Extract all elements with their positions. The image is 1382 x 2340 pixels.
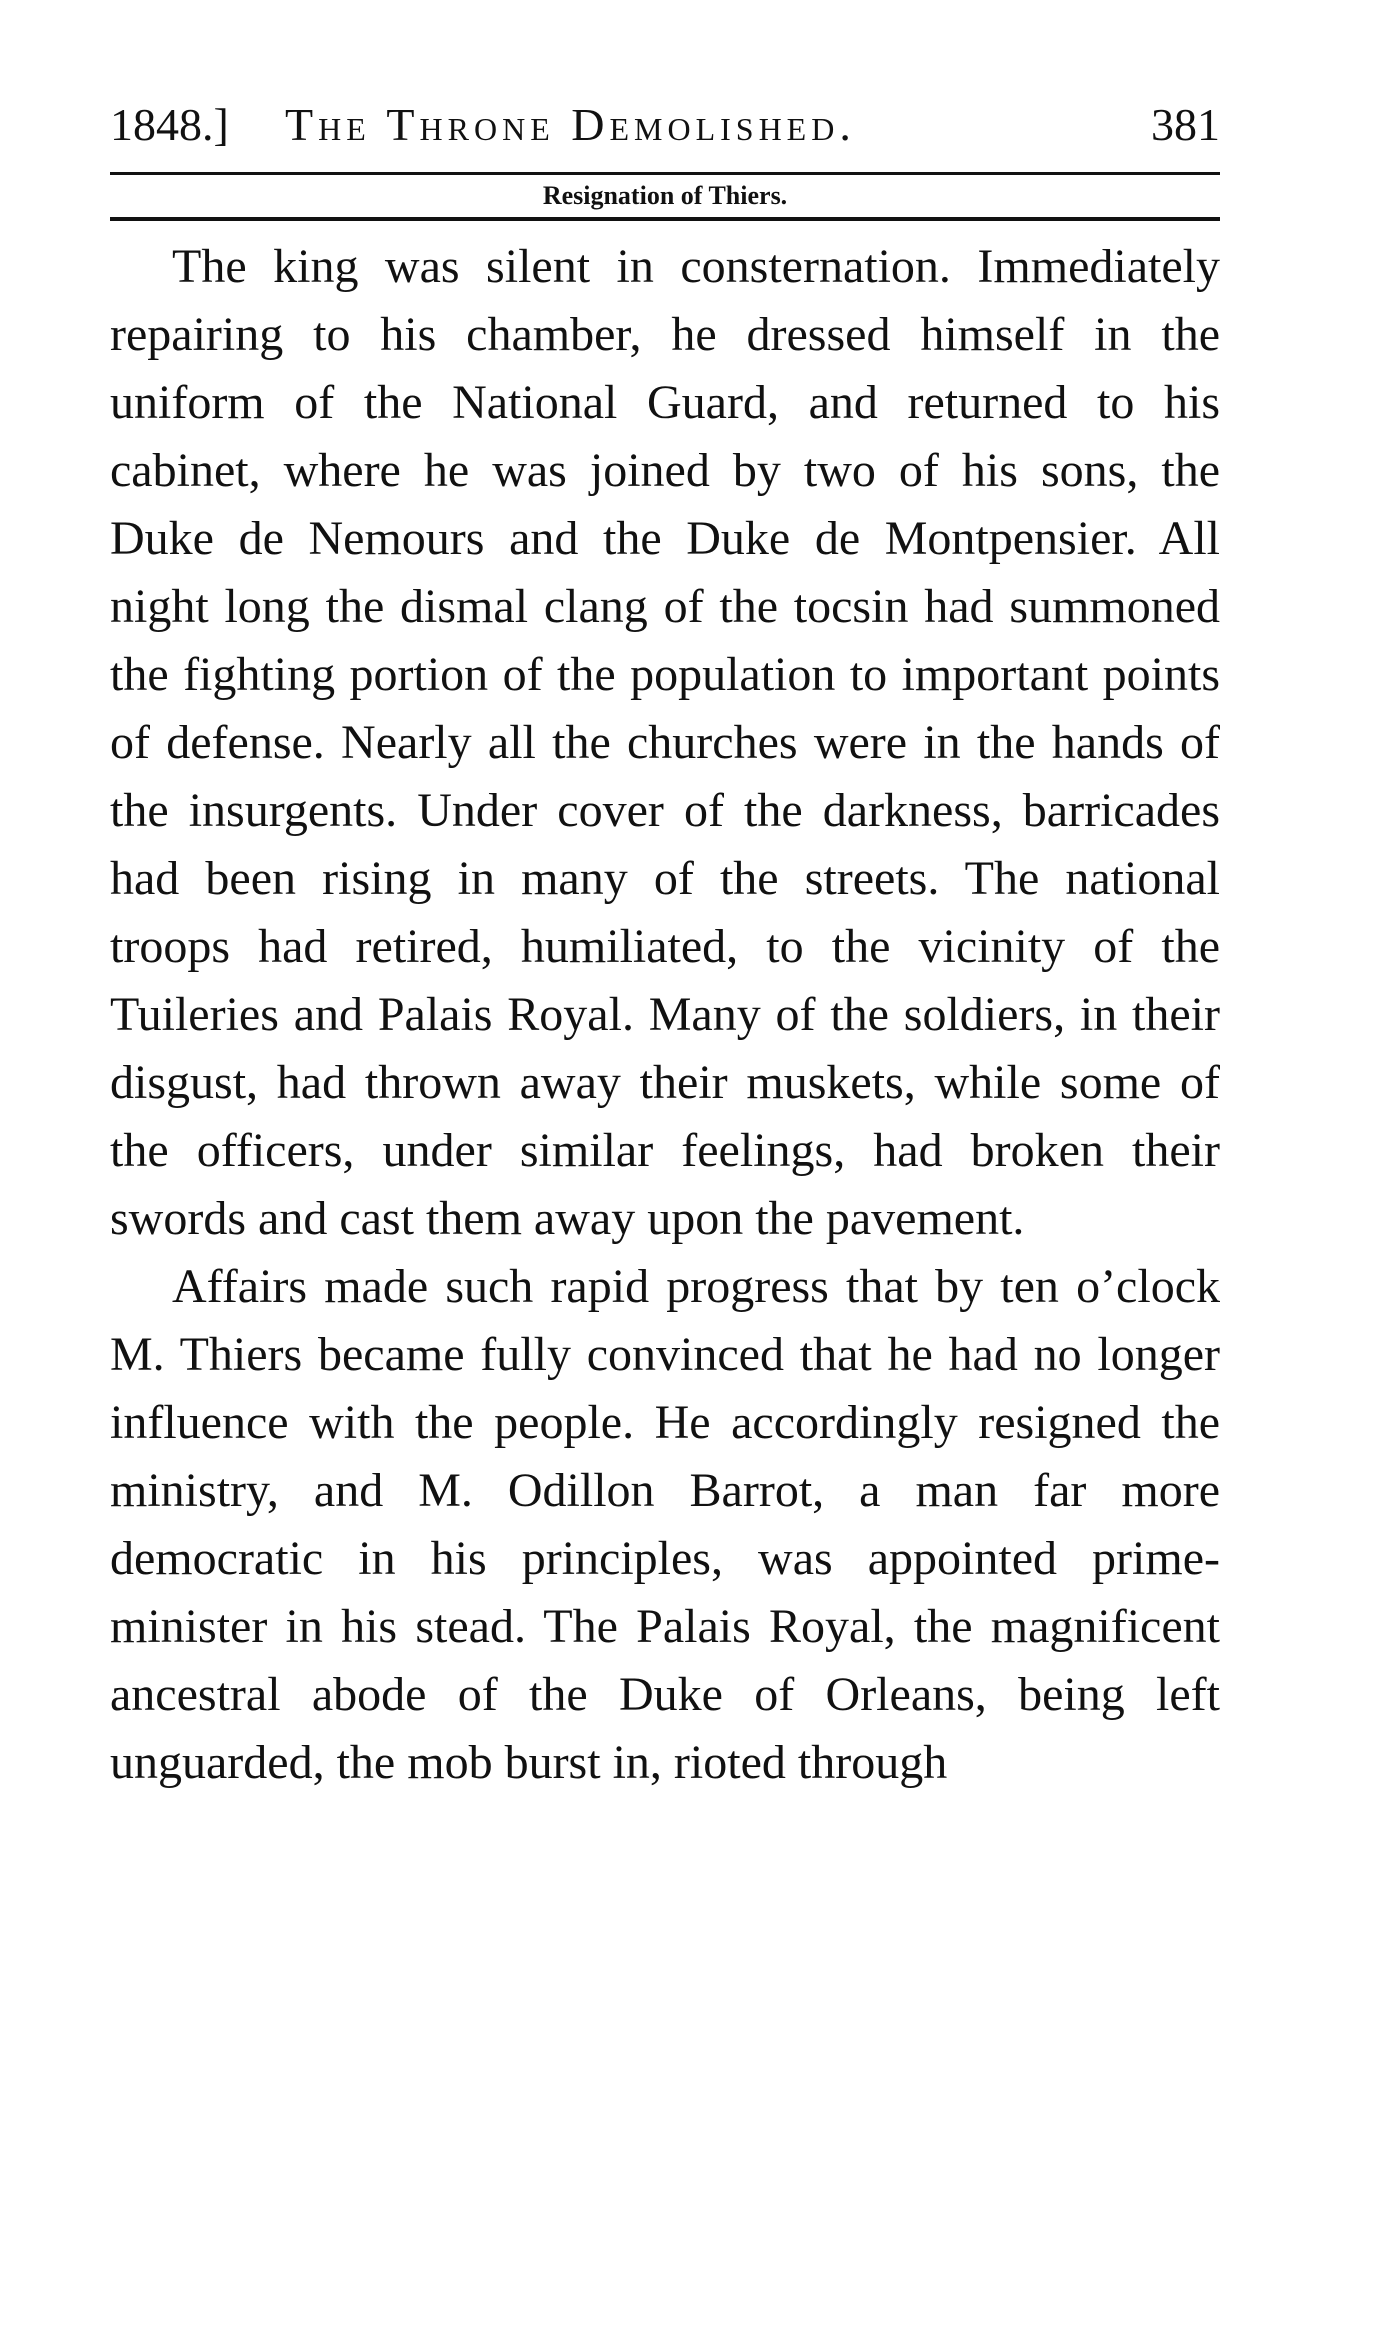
running-head (110, 90, 1220, 160)
header-rule-bottom (110, 217, 1220, 221)
running-head-title: The Throne Demolished. (285, 99, 856, 150)
paragraph: The king was silent in consternation. Immediately repairing to his chamber, he dressed himself in the uniform of the National Guard, and returned to his cabinet, where he was joined by two of his sons, the Duke de Nemours and the Duke de Montpensier. All night long the dismal clang of the tocsin had summoned the fighting portion of the population to important points of defense. Nearly all the churches were in the hands of the insurgents. Under cover of the darkness, barricades had been rising in many of the streets. The national troops had retired, humiliated, to the vicinity of the Tuileries and Palais Royal. Many of the soldiers, in their disgust, had thrown away their muskets, while some of the officers, under similar feelings, had broken their swords and cast them away upon the pavement. (110, 240, 1220, 1245)
paragraph: Affairs made such rapid progress that by ten o’clock M. Thiers became fully convinced that he had no longer influence with the people. He accordingly resigned the ministry, and M. Odillon Barrot, a man far more democratic in his principles, was appointed prime-minister in his stead. The Palais Royal, the magnificent ancestral abode of the Duke of Orleans, being left unguarded, the mob burst in, rioted through (110, 1260, 1220, 1789)
page-number: 381 (1151, 99, 1220, 150)
section-heading: Resignation of Thiers. (542, 181, 788, 210)
book-page (110, 90, 1220, 1797)
body-text (110, 233, 1220, 1797)
running-head-year: 1848.] (110, 99, 229, 150)
